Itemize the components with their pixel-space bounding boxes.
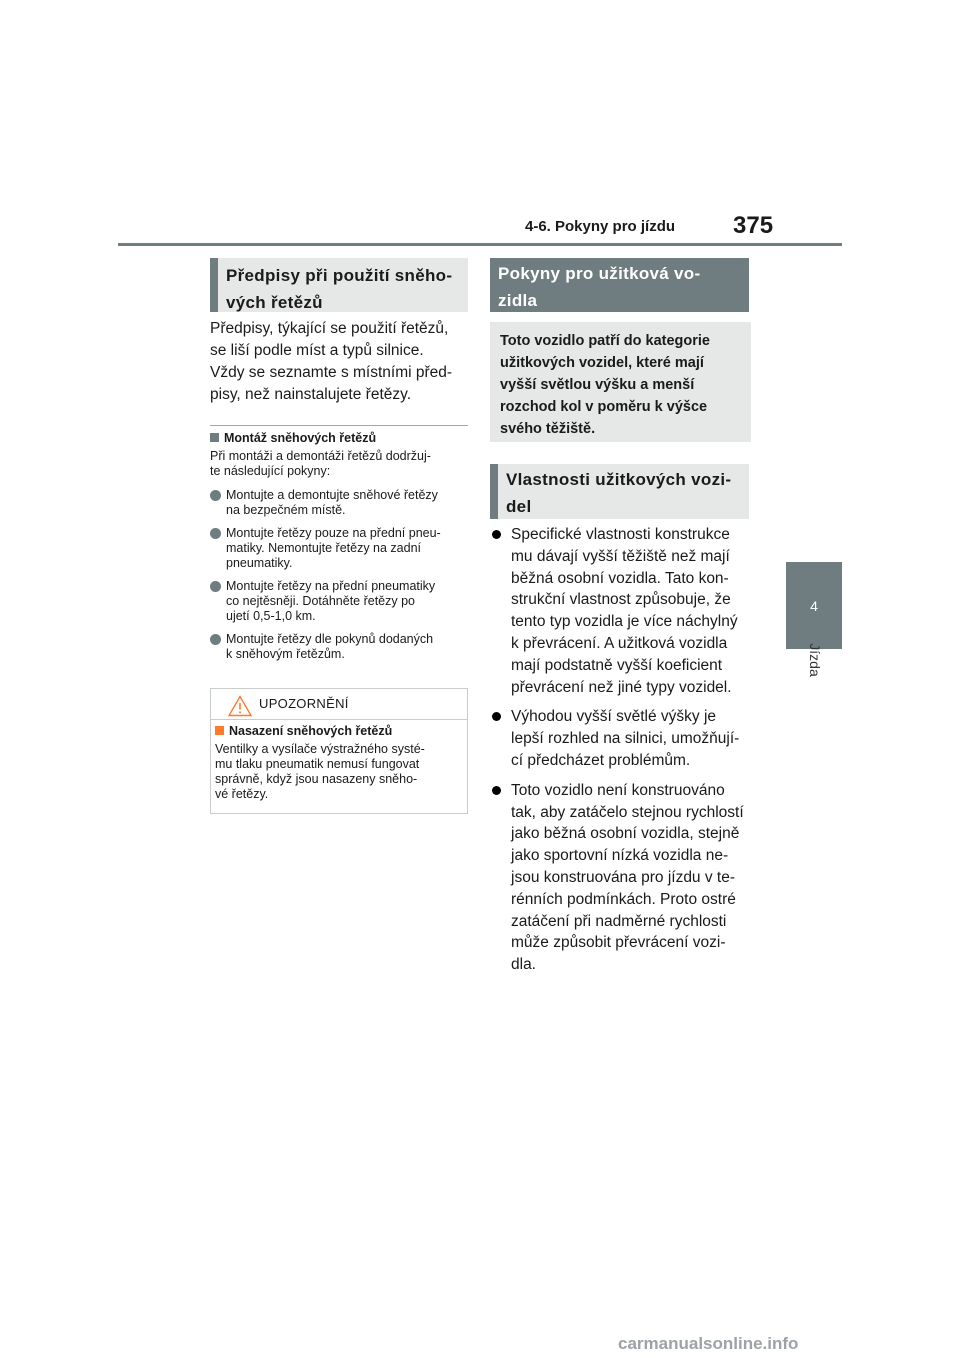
text-line: Vždy se seznamte s místními před-: [210, 364, 453, 381]
text-line: ujetí 0,5-1,0 km.: [226, 609, 316, 623]
section-label: 4-6. Pokyny pro jízdu: [525, 218, 676, 235]
text-line: dla.: [511, 956, 536, 974]
text-line: Předpisy, týkající se použití řetězů,: [210, 320, 449, 337]
instruction-list: [210, 488, 468, 670]
bullet-dot-icon: [210, 581, 221, 592]
text-line: jsou konstruována pro jízdu v te-: [511, 868, 736, 886]
list-item: [210, 526, 468, 571]
title-line: Vlastnosti užitkových vozi-: [506, 470, 732, 489]
text-line: užitkových vozidel, které mají: [500, 355, 704, 371]
text-line: rozchod kol v poměru k výšce: [500, 399, 708, 415]
warning-header: [211, 689, 467, 720]
page-number: 375: [733, 212, 774, 239]
text-line: matiky. Nemontujte řetězy na zadní: [226, 541, 421, 555]
text-line: mu tlaku pneumatik nemusí fungovat: [215, 757, 420, 771]
divider: [210, 425, 468, 426]
warning-box: [210, 688, 468, 814]
bullet-dot-icon: [492, 530, 501, 539]
text-line: se liší podle míst a typů silnice.: [210, 342, 424, 359]
warning-triangle-icon: [228, 695, 252, 717]
title-line: vých řetězů: [226, 293, 323, 312]
text-line: správně, když jsou nasazeny sněho-: [215, 772, 418, 786]
warning-subheading: [215, 724, 392, 738]
text-line: mu dávají vyšší těžiště než mají: [511, 547, 730, 565]
text-line: na bezpečném místě.: [226, 503, 346, 517]
bullet-dot-icon: [210, 490, 221, 501]
text-line: pneumatiky.: [226, 556, 293, 570]
text-line: Ventilky a vysílače výstražného systé-: [215, 742, 425, 756]
text-line: k převrácení. A užitková vozidla: [511, 634, 728, 652]
subsection-heading: [210, 431, 468, 445]
subsection-heading-text: Montáž sněhových řetězů: [224, 431, 377, 445]
text-line: lepší rozhled na silnici, umožňují-: [511, 730, 740, 748]
square-bullet-icon: [210, 433, 219, 442]
text-line: tento typ vozidla je více náchylný: [511, 613, 738, 631]
text-line: vyšší světlou výšku a menší: [500, 377, 695, 393]
text-line: jako sportovní nízká vozidla ne-: [511, 847, 729, 865]
header-divider: [118, 243, 842, 246]
properties-list: [492, 524, 754, 984]
chapter-name: Jízda: [807, 643, 823, 677]
chapter-number: 4: [810, 597, 818, 614]
left-section-title: [210, 258, 468, 312]
right-section-title: [490, 258, 749, 312]
text-line: svého těžiště.: [500, 421, 596, 437]
text-line: Specifické vlastnosti konstrukce: [511, 526, 730, 543]
text-line: převrácení než jiné typy vozidel.: [511, 678, 732, 696]
left-intro-text: [210, 318, 468, 406]
list-item: [492, 706, 754, 771]
text-line: Toto vozidlo patří do kategorie: [500, 333, 710, 349]
text-line: pisy, než nainstalujete řetězy.: [210, 386, 412, 403]
text-line: strukční vlastnost způsobuje, že: [511, 591, 731, 609]
text-line: Montujte a demontujte sněhové řetězy: [226, 488, 438, 502]
subsection-text: [210, 449, 468, 479]
text-line: co nejtěsněji. Dotáhněte řetězy po: [226, 594, 416, 608]
text-line: zatáčení při nadměrné rychlosti: [511, 912, 727, 930]
text-line: jako běžná osobní vozidla, stejně: [511, 825, 740, 843]
text-line: cí předcházet problémům.: [511, 751, 691, 769]
bullet-dot-icon: [492, 712, 501, 721]
square-bullet-icon: [215, 726, 224, 735]
warning-subheading-text: Nasazení sněhových řetězů: [229, 724, 393, 738]
list-item: [492, 780, 754, 976]
warning-label: UPOZORNĚNÍ: [259, 696, 349, 711]
bullet-dot-icon: [492, 786, 501, 795]
watermark: carmanualsonline.info: [618, 1334, 799, 1353]
text-line: te následující pokyny:: [210, 464, 331, 478]
text-line: tak, aby zatáčelo stejnou rychlostí: [511, 803, 744, 821]
list-item: [210, 488, 468, 518]
list-item: [210, 579, 468, 624]
text-line: Montujte řetězy dle pokynů dodaných: [226, 632, 434, 646]
text-line: Montujte řetězy na přední pneumatiky: [226, 579, 436, 593]
list-item: [210, 632, 468, 662]
text-line: mají podstatně vyšší koeficient: [511, 656, 723, 674]
title-line: del: [506, 497, 532, 516]
bullet-dot-icon: [210, 634, 221, 645]
right-intro-box: [490, 322, 751, 442]
text-line: může způsobit převrácení vozi-: [511, 934, 726, 952]
text-line: Toto vozidlo není konstruováno: [511, 781, 725, 799]
list-item: [492, 524, 754, 698]
text-line: Při montáži a demontáži řetězů dodržuj-: [210, 449, 431, 463]
warning-text: [215, 742, 463, 802]
title-line: Předpisy při použití sněho-: [226, 266, 453, 285]
bullet-dot-icon: [210, 528, 221, 539]
text-line: k sněhovým řetězům.: [226, 647, 345, 661]
right-subsection-title: [490, 464, 749, 519]
text-line: běžná osobní vozidla. Tato kon-: [511, 569, 729, 587]
text-line: Montujte řetězy pouze na přední pneu-: [226, 526, 441, 540]
title-line: zidla: [498, 291, 538, 310]
title-line: Pokyny pro užitková vo-: [498, 264, 701, 283]
text-line: Výhodou vyšší světlé výšky je: [511, 708, 717, 726]
text-line: vé řetězy.: [215, 787, 269, 801]
text-line: rénních podmínkách. Proto ostré: [511, 890, 736, 908]
